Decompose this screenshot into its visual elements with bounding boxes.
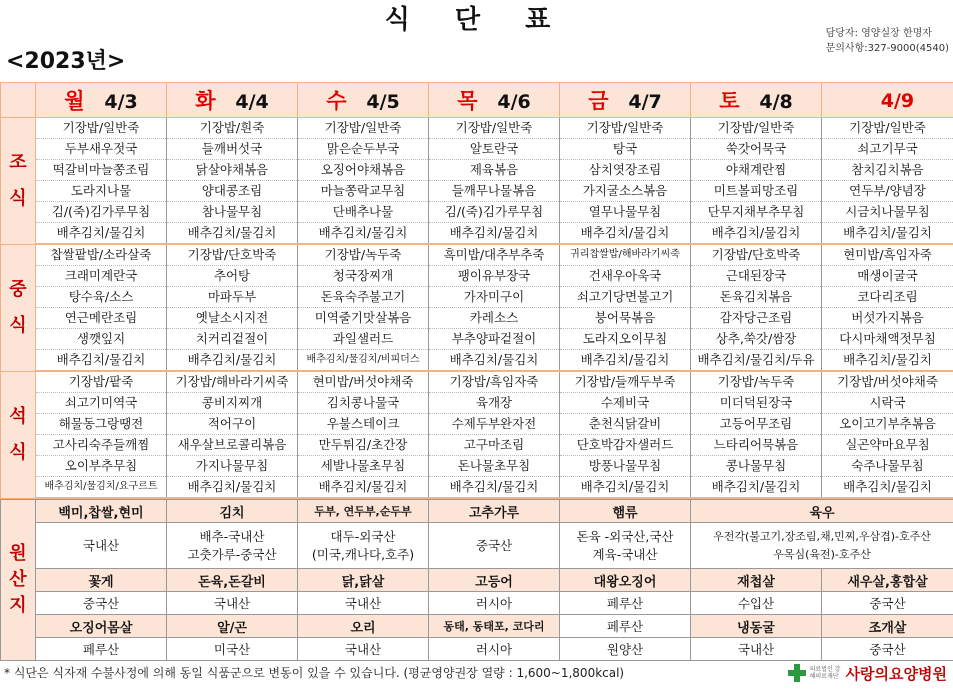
origin-table xyxy=(0,499,953,661)
menu-item: 미역줄기맛살볶음 xyxy=(298,308,429,329)
menu-item: 기장밥/단호박죽 xyxy=(167,244,298,266)
menu-item: 팽이유부장국 xyxy=(429,266,560,287)
menu-item: 배추김치/물김치 xyxy=(691,223,822,245)
menu-row xyxy=(1,477,953,499)
origin-label: 고추가루 xyxy=(429,500,560,523)
meal-label-text: 석 식 xyxy=(9,405,27,463)
menu-item: 카레소스 xyxy=(429,308,560,329)
menu-item: 제육볶음 xyxy=(429,160,560,181)
staff-phone: 문의사항:327-9000(4540) xyxy=(825,43,949,54)
menu-item: 기장밥/흰죽 xyxy=(167,118,298,139)
menu-row xyxy=(1,350,953,372)
origin-label: 오리 xyxy=(298,615,429,638)
menu-item: 기장밥/일반죽 xyxy=(560,118,691,139)
origin-value: 원양산 xyxy=(560,638,691,661)
day-name: 수 xyxy=(326,89,347,113)
origin-label: 백미,찹쌀,현미 xyxy=(36,500,167,523)
menu-item: 시금치나물무침 xyxy=(822,202,953,223)
menu-item: 육개장 xyxy=(429,393,560,414)
menu-item: 콩나물무침 xyxy=(691,456,822,477)
menu-row xyxy=(1,160,953,181)
menu-item: 배추김치/물김치 xyxy=(167,477,298,499)
menu-item: 매생이굴국 xyxy=(822,266,953,287)
origin-label: 햄류 xyxy=(560,500,691,523)
day-header-row xyxy=(1,83,953,118)
menu-item: 고등어무조림 xyxy=(691,414,822,435)
menu-item: 다시마채액젓무침 xyxy=(822,329,953,350)
origin-label: 새우살,홍합살 xyxy=(822,569,953,592)
menu-item: 배추김치/물김치 xyxy=(36,223,167,245)
origin-value: 배추-국내산 고춧가루-중국산 xyxy=(167,523,298,569)
menu-item: 연근메란조림 xyxy=(36,308,167,329)
menu-item: 배추김치/물김치 xyxy=(822,350,953,372)
menu-item: 시락국 xyxy=(822,393,953,414)
menu-item: 미더덕된장국 xyxy=(691,393,822,414)
origin-label: 페루산 xyxy=(560,615,691,638)
menu-row xyxy=(1,139,953,160)
menu-item: 단배추나물 xyxy=(298,202,429,223)
day-date: 4/3 xyxy=(104,91,138,113)
menu-item: 삼치엿장조림 xyxy=(560,160,691,181)
menu-row xyxy=(1,456,953,477)
menu-item: 단호박감자샐러드 xyxy=(560,435,691,456)
menu-item: 배추김치/물김치 xyxy=(822,223,953,245)
origin-value: 중국산 xyxy=(822,592,953,615)
day-header-0 xyxy=(36,83,167,118)
menu-item: 배추김치/물김치 xyxy=(298,223,429,245)
menu-item: 과일샐러드 xyxy=(298,329,429,350)
menu-item: 탕수육/소스 xyxy=(36,287,167,308)
menu-item: 배추김치/물김치 xyxy=(167,223,298,245)
menu-item: 숙주나물무침 xyxy=(822,456,953,477)
menu-item: 해물동그랑땡전 xyxy=(36,414,167,435)
origin-value: 페루산 xyxy=(560,592,691,615)
menu-item: 배추김치/물김치 xyxy=(560,350,691,372)
menu-item: 연두부/양념장 xyxy=(822,181,953,202)
origin-value: 국내산 xyxy=(691,638,822,661)
origin-label: 닭,닭살 xyxy=(298,569,429,592)
menu-item: 참나물무침 xyxy=(167,202,298,223)
menu-row xyxy=(1,308,953,329)
menu-row xyxy=(1,266,953,287)
origin-value: 미국산 xyxy=(167,638,298,661)
menu-item: 배추김치/물김치 xyxy=(822,477,953,499)
origin-label: 오징어몸살 xyxy=(36,615,167,638)
menu-item: 돈육숙주불고기 xyxy=(298,287,429,308)
origin-label: 김치 xyxy=(167,500,298,523)
origin-label: 알/곤 xyxy=(167,615,298,638)
menu-item: 흑미밥/대추부추죽 xyxy=(429,244,560,266)
menu-item: 기장밥/일반죽 xyxy=(691,118,822,139)
menu-item: 도라지나물 xyxy=(36,181,167,202)
meal-label xyxy=(1,118,36,245)
origin-value: 중국산 xyxy=(36,592,167,615)
origin-side-label xyxy=(1,500,36,661)
logo-foundation: 의료법인 강혜의료재단 xyxy=(809,666,841,680)
origin-label: 조개살 xyxy=(822,615,953,638)
day-name: 월 xyxy=(64,89,85,113)
menu-item: 오이부추무침 xyxy=(36,456,167,477)
origin-value-row xyxy=(1,523,953,569)
menu-item: 고구마조림 xyxy=(429,435,560,456)
menu-item: 건새우아욱국 xyxy=(560,266,691,287)
menu-item: 배추김치/물김치 xyxy=(36,350,167,372)
origin-label: 고등어 xyxy=(429,569,560,592)
menu-item: 크래미계란국 xyxy=(36,266,167,287)
menu-item: 닭살야채볶음 xyxy=(167,160,298,181)
origin-label: 꽃게 xyxy=(36,569,167,592)
day-name: 목 xyxy=(457,89,478,113)
menu-item: 부추양파겉절이 xyxy=(429,329,560,350)
menu-item: 기장밥/해바라기씨죽 xyxy=(167,371,298,393)
origin-value: 우전각(불고기,장조림,채,민찌,우삼겹)-호주산 우목심(육전)-호주산 xyxy=(691,523,953,569)
menu-row xyxy=(1,329,953,350)
menu-item: 가지나물무침 xyxy=(167,456,298,477)
menu-item: 수제두부완자전 xyxy=(429,414,560,435)
menu-item: 배추김치/물김치/두유 xyxy=(691,350,822,372)
menu-item: 만두튀김/초간장 xyxy=(298,435,429,456)
menu-item: 탕국 xyxy=(560,139,691,160)
menu-item: 옛날소시지전 xyxy=(167,308,298,329)
menu-item: 배추김치/물김치 xyxy=(560,223,691,245)
menu-item: 현미밥/흑임자죽 xyxy=(822,244,953,266)
menu-item: 배추김치/물김치 xyxy=(167,350,298,372)
menu-row xyxy=(1,202,953,223)
menu-row xyxy=(1,435,953,456)
origin-value-row xyxy=(1,638,953,661)
day-name: 화 xyxy=(195,89,216,113)
menu-item: 새우살브로콜리볶음 xyxy=(167,435,298,456)
menu-item: 배추김치/물김치/요구르트 xyxy=(36,477,167,499)
origin-value: 국내산 xyxy=(167,592,298,615)
origin-side-text: 원 산 지 xyxy=(9,543,27,616)
menu-item: 돈육김치볶음 xyxy=(691,287,822,308)
origin-value-row xyxy=(1,592,953,615)
menu-item: 찹쌀팥밥/소라살죽 xyxy=(36,244,167,266)
menu-item: 마늘쫑락교무침 xyxy=(298,181,429,202)
menu-item: 배추김치/물김치/비피더스 xyxy=(298,350,429,372)
menu-row xyxy=(1,414,953,435)
menu-item: 김치콩나물국 xyxy=(298,393,429,414)
menu-item: 떡갈비마늘쫑조림 xyxy=(36,160,167,181)
menu-item: 기장밥/녹두죽 xyxy=(691,371,822,393)
menu-item: 기장밥/단호박죽 xyxy=(691,244,822,266)
day-header-3 xyxy=(429,83,560,118)
menu-item: 기장밥/흑임자죽 xyxy=(429,371,560,393)
menu-row xyxy=(1,371,953,393)
year-label: <2023년> xyxy=(6,49,126,74)
menu-item: 가자미구이 xyxy=(429,287,560,308)
menu-item: 실곤약마요무침 xyxy=(822,435,953,456)
menu-item: 감자당근조림 xyxy=(691,308,822,329)
day-header-6 xyxy=(822,83,953,118)
menu-item: 버섯가지볶음 xyxy=(822,308,953,329)
menu-item: 생깻잎지 xyxy=(36,329,167,350)
menu-item: 참치김치볶음 xyxy=(822,160,953,181)
menu-item: 야채계란찜 xyxy=(691,160,822,181)
menu-item: 단무지채부추무침 xyxy=(691,202,822,223)
origin-value: 페루산 xyxy=(36,638,167,661)
menu-item: 양대콩조림 xyxy=(167,181,298,202)
day-date: 4/7 xyxy=(628,91,662,113)
origin-value: 국내산 xyxy=(298,638,429,661)
day-header-5 xyxy=(691,83,822,118)
menu-item: 쑥갓어묵국 xyxy=(691,139,822,160)
menu-item: 코다리조림 xyxy=(822,287,953,308)
menu-item: 기장밥/일반죽 xyxy=(298,118,429,139)
origin-value: 러시아 xyxy=(429,592,560,615)
meal-label-text: 중 식 xyxy=(9,278,27,336)
day-header-2 xyxy=(298,83,429,118)
day-date: 4/9 xyxy=(880,90,915,112)
origin-label-row xyxy=(1,569,953,592)
origin-value: 대두-외국산 (미국,캐나다,호주) xyxy=(298,523,429,569)
menu-item: 알토란국 xyxy=(429,139,560,160)
menu-item: 미트볼피망조림 xyxy=(691,181,822,202)
menu-row xyxy=(1,118,953,139)
day-header-1 xyxy=(167,83,298,118)
menu-row xyxy=(1,393,953,414)
menu-item: 콩비지찌개 xyxy=(167,393,298,414)
origin-label-row xyxy=(1,500,953,523)
origin-value: 돈육 -외국산,국산 계육-국내산 xyxy=(560,523,691,569)
corner-cell xyxy=(1,83,36,118)
menu-item: 기장밥/일반죽 xyxy=(36,118,167,139)
origin-label: 돈육,돈갈비 xyxy=(167,569,298,592)
origin-label: 두부, 연두부,순두부 xyxy=(298,500,429,523)
logo-name: 사랑의요양병원 xyxy=(845,664,947,683)
origin-value: 국내산 xyxy=(36,523,167,569)
staff-info xyxy=(826,26,949,56)
menu-item: 배추김치/물김치 xyxy=(429,477,560,499)
meal-label xyxy=(1,244,36,371)
menu-item: 오징어야채볶음 xyxy=(298,160,429,181)
menu-item: 춘천식닭갈비 xyxy=(560,414,691,435)
menu-row xyxy=(1,287,953,308)
origin-value: 러시아 xyxy=(429,638,560,661)
page-title: 식 단 표 xyxy=(384,5,569,35)
menu-item: 배추김치/물김치 xyxy=(298,477,429,499)
menu-item: 상추,쑥갓/쌈장 xyxy=(691,329,822,350)
menu-item: 기장밥/들깨두부죽 xyxy=(560,371,691,393)
menu-item: 오이고기부추볶음 xyxy=(822,414,953,435)
origin-label-row xyxy=(1,615,953,638)
menu-item: 김/(죽)김가루무침 xyxy=(36,202,167,223)
menu-item: 우불스테이크 xyxy=(298,414,429,435)
origin-label: 대왕오징어 xyxy=(560,569,691,592)
day-date: 4/4 xyxy=(235,91,269,113)
staff-contact: 담당자: 영양실장 한명자 xyxy=(825,28,932,39)
menu-item: 기장밥/일반죽 xyxy=(429,118,560,139)
menu-item: 세발나물초무침 xyxy=(298,456,429,477)
menu-item: 김/(죽)김가루무침 xyxy=(429,202,560,223)
menu-item: 귀리찹쌀밥/해바라기씨죽 xyxy=(560,244,691,266)
menu-row xyxy=(1,244,953,266)
menu-table xyxy=(0,82,953,499)
menu-item: 들깨무나물볶음 xyxy=(429,181,560,202)
menu-item: 쇠고기무국 xyxy=(822,139,953,160)
menu-item: 열무나물무침 xyxy=(560,202,691,223)
menu-item: 기장밥/일반죽 xyxy=(822,118,953,139)
menu-item: 도라지오이무침 xyxy=(560,329,691,350)
menu-item: 배추김치/물김치 xyxy=(429,350,560,372)
origin-value: 중국산 xyxy=(822,638,953,661)
hospital-logo xyxy=(788,660,947,686)
menu-item: 배추김치/물김치 xyxy=(691,477,822,499)
menu-item: 치커리겉절이 xyxy=(167,329,298,350)
origin-label: 육우 xyxy=(691,500,953,523)
day-date: 4/8 xyxy=(759,91,793,113)
menu-item: 현미밥/버섯야채죽 xyxy=(298,371,429,393)
menu-item: 두부새우젓국 xyxy=(36,139,167,160)
footer-note: * 식단은 식자재 수불사정에 의해 동일 식품군으로 변동이 있을 수 있습니다. (평균영양권장 열량 : 1,600~1,800kcal) xyxy=(4,666,625,680)
menu-item: 수제비국 xyxy=(560,393,691,414)
menu-item: 기장밥/팥죽 xyxy=(36,371,167,393)
menu-item: 붕어묵볶음 xyxy=(560,308,691,329)
menu-item: 배추김치/물김치 xyxy=(429,223,560,245)
menu-item: 기장밥/녹두죽 xyxy=(298,244,429,266)
menu-item: 근대된장국 xyxy=(691,266,822,287)
menu-item: 고사리숙주들깨찜 xyxy=(36,435,167,456)
menu-item: 맑은순두부국 xyxy=(298,139,429,160)
menu-item: 기장밥/버섯야채죽 xyxy=(822,371,953,393)
menu-item: 가지굴소스볶음 xyxy=(560,181,691,202)
origin-value: 중국산 xyxy=(429,523,560,569)
menu-row xyxy=(1,223,953,245)
origin-label: 재첩살 xyxy=(691,569,822,592)
menu-item: 청국장찌개 xyxy=(298,266,429,287)
menu-item: 쇠고기미역국 xyxy=(36,393,167,414)
day-name: 토 xyxy=(719,89,740,113)
cross-icon xyxy=(788,664,806,682)
menu-item: 배추김치/물김치 xyxy=(560,477,691,499)
menu-item: 쇠고기당면불고기 xyxy=(560,287,691,308)
meal-label-text: 조 식 xyxy=(9,151,27,209)
origin-label: 동태, 동태포, 코다리 xyxy=(429,615,560,638)
menu-item: 방풍나물무침 xyxy=(560,456,691,477)
menu-row xyxy=(1,181,953,202)
origin-value: 국내산 xyxy=(298,592,429,615)
menu-item: 돈나물초무침 xyxy=(429,456,560,477)
day-header-4 xyxy=(560,83,691,118)
menu-item: 마파두부 xyxy=(167,287,298,308)
menu-item: 추어탕 xyxy=(167,266,298,287)
menu-item: 적어구이 xyxy=(167,414,298,435)
day-date: 4/5 xyxy=(366,91,400,113)
menu-item: 들깨버섯국 xyxy=(167,139,298,160)
day-name: 금 xyxy=(588,89,609,113)
menu-item: 느타리어묵볶음 xyxy=(691,435,822,456)
origin-value: 수입산 xyxy=(691,592,822,615)
meal-label xyxy=(1,371,36,498)
origin-label: 냉동굴 xyxy=(691,615,822,638)
day-date: 4/6 xyxy=(497,91,531,113)
